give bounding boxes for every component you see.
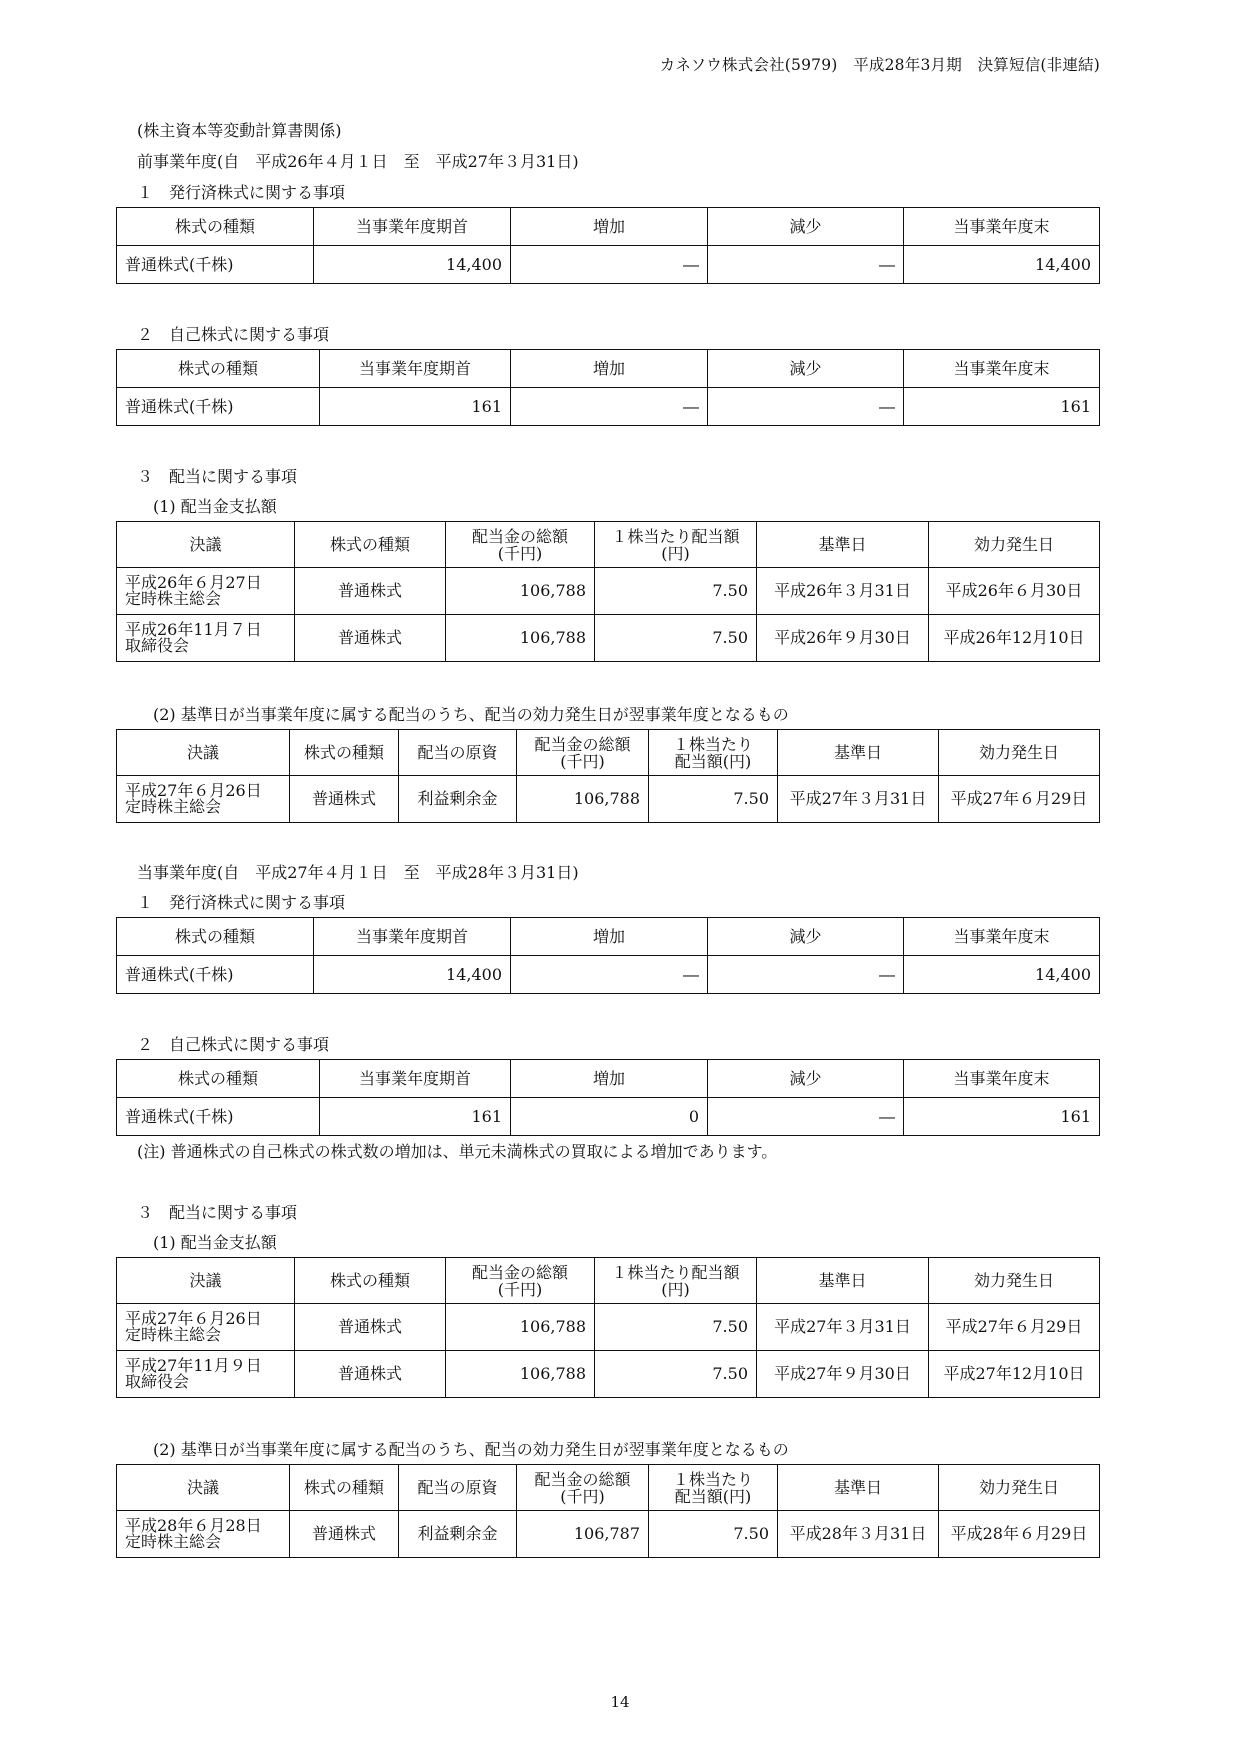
header-cell: 配当金の総額 (千円) [446, 522, 595, 568]
prior-issued-table [116, 207, 1100, 284]
header-cell: 減少 [708, 1060, 904, 1098]
cell-record-date: 平成27年９月30日 [757, 1351, 929, 1398]
cell-source: 利益剰余金 [399, 776, 517, 823]
cell-record-date: 平成26年９月30日 [757, 615, 929, 662]
cell-resolution: 平成26年６月27日 定時株主総会 [117, 568, 295, 615]
header-cell: 株式の種類 [295, 522, 446, 568]
header-cell: 配当の原資 [399, 1465, 517, 1511]
header-cell: 決議 [117, 1465, 290, 1511]
header-cell: 基準日 [757, 1258, 929, 1304]
cell-effective-date: 平成27年12月10日 [929, 1351, 1100, 1398]
cell-closing: 161 [904, 1098, 1100, 1136]
header-cell: 配当の原資 [399, 730, 517, 776]
table-row [117, 388, 1100, 426]
cell-per-share: 7.50 [595, 568, 757, 615]
cell-source: 利益剰余金 [399, 1511, 517, 1558]
current-paid-table [116, 1257, 1100, 1398]
table-row [117, 776, 1100, 823]
header-cell: １株当たり配当額 (円) [595, 522, 757, 568]
header-cell: 効力発生日 [929, 522, 1100, 568]
cell-stock-type: 普通株式(千株) [117, 246, 314, 284]
cell-stock-type: 普通株式 [295, 1304, 446, 1351]
header-cell: 当事業年度期首 [320, 1060, 511, 1098]
cell-stock-type: 普通株式 [290, 1511, 399, 1558]
header-cell: 株式の種類 [290, 730, 399, 776]
header-cell: 基準日 [778, 1465, 939, 1511]
prior-paid-table [116, 521, 1100, 662]
cell-increase: ― [511, 388, 708, 426]
header-cell: 増加 [511, 918, 708, 956]
header-cell: 減少 [708, 918, 904, 956]
current-issued-heading: １ 発行済株式に関する事項 [137, 893, 346, 912]
cell-stock-type: 普通株式 [295, 615, 446, 662]
current-paid-heading: (1) 配当金支払額 [153, 1233, 277, 1252]
prior-treasury-heading: ２ 自己株式に関する事項 [137, 325, 330, 344]
header-cell: 当事業年度期首 [314, 918, 511, 956]
header-cell: 当事業年度末 [904, 208, 1100, 246]
cell-opening: 14,400 [314, 956, 511, 994]
cell-effective-date: 平成27年６月29日 [939, 776, 1100, 823]
header-cell: 決議 [117, 730, 290, 776]
header-cell: 効力発生日 [939, 1465, 1100, 1511]
header-cell: 配当金の総額 (千円) [517, 1465, 649, 1511]
page-number: 14 [610, 1693, 630, 1711]
cell-opening: 14,400 [314, 246, 511, 284]
table-row [117, 568, 1100, 615]
cell-resolution: 平成27年６月26日 定時株主総会 [117, 1304, 295, 1351]
header-cell: 当事業年度末 [904, 918, 1100, 956]
cell-total-dividend: 106,788 [446, 1304, 595, 1351]
cell-record-date: 平成27年３月31日 [757, 1304, 929, 1351]
table-row [117, 1098, 1100, 1136]
prior-next-table [116, 729, 1100, 823]
cell-resolution: 平成28年６月28日 定時株主総会 [117, 1511, 290, 1558]
cell-stock-type: 普通株式 [290, 776, 399, 823]
header-cell: 当事業年度末 [904, 1060, 1100, 1098]
cell-decrease: ― [708, 956, 904, 994]
current-treasury-table [116, 1059, 1100, 1136]
header-cell: 決議 [117, 1258, 295, 1304]
cell-record-date: 平成26年３月31日 [757, 568, 929, 615]
header-cell: 配当金の総額 (千円) [446, 1258, 595, 1304]
header-cell: 増加 [511, 208, 708, 246]
table-row [117, 615, 1100, 662]
header-cell: 株式の種類 [117, 1060, 320, 1098]
table-row [117, 1511, 1100, 1558]
cell-increase: ― [511, 956, 708, 994]
header-cell: 株式の種類 [117, 918, 314, 956]
current-treasury-note: (注) 普通株式の自己株式の株式数の増加は、単元未満株式の買取による増加であります。 [137, 1142, 778, 1161]
header-cell: 効力発生日 [929, 1258, 1100, 1304]
current-next-heading: (2) 基準日が当事業年度に属する配当のうち、配当の効力発生日が翌事業年度となるもの [153, 1440, 789, 1459]
prior-treasury-table [116, 349, 1100, 426]
cell-per-share: 7.50 [649, 776, 778, 823]
section-title: (株主資本等変動計算書関係) [137, 121, 342, 140]
table-row [117, 956, 1100, 994]
cell-effective-date: 平成26年６月30日 [929, 568, 1100, 615]
cell-closing: 14,400 [904, 246, 1100, 284]
header-cell: 決議 [117, 522, 295, 568]
document-header: カネソウ株式会社(5979) 平成28年3月期 決算短信(非連結) [659, 56, 1100, 74]
prior-dividends-heading: ３ 配当に関する事項 [137, 467, 298, 486]
header-cell: 増加 [511, 350, 708, 388]
cell-effective-date: 平成27年６月29日 [929, 1304, 1100, 1351]
current-next-table [116, 1464, 1100, 1558]
cell-total-dividend: 106,788 [446, 568, 595, 615]
cell-stock-type: 普通株式(千株) [117, 1098, 320, 1136]
cell-decrease: ― [708, 388, 904, 426]
cell-record-date: 平成27年３月31日 [778, 776, 939, 823]
header-cell: 株式の種類 [117, 350, 320, 388]
header-cell: 当事業年度期首 [320, 350, 511, 388]
cell-closing: 14,400 [904, 956, 1100, 994]
header-cell: １株当たり配当額 (円) [595, 1258, 757, 1304]
header-cell: １株当たり 配当額(円) [649, 730, 778, 776]
current-dividends-heading: ３ 配当に関する事項 [137, 1203, 298, 1222]
current-issued-table [116, 917, 1100, 994]
cell-increase: ― [511, 246, 708, 284]
table-row [117, 1351, 1100, 1398]
header-cell: 基準日 [778, 730, 939, 776]
cell-increase: 0 [511, 1098, 708, 1136]
prior-issued-heading: １ 発行済株式に関する事項 [137, 183, 346, 202]
cell-opening: 161 [320, 1098, 511, 1136]
header-cell: 配当金の総額 (千円) [517, 730, 649, 776]
cell-total-dividend: 106,788 [517, 776, 649, 823]
table-row [117, 246, 1100, 284]
header-cell: １株当たり 配当額(円) [649, 1465, 778, 1511]
cell-total-dividend: 106,787 [517, 1511, 649, 1558]
header-cell: 当事業年度期首 [314, 208, 511, 246]
header-cell: 当事業年度末 [904, 350, 1100, 388]
cell-per-share: 7.50 [595, 1351, 757, 1398]
cell-resolution: 平成27年11月９日 取締役会 [117, 1351, 295, 1398]
header-cell: 株式の種類 [290, 1465, 399, 1511]
cell-decrease: ― [708, 1098, 904, 1136]
prior-paid-heading: (1) 配当金支払額 [153, 497, 277, 516]
cell-stock-type: 普通株式 [295, 568, 446, 615]
cell-record-date: 平成28年３月31日 [778, 1511, 939, 1558]
cell-stock-type: 普通株式(千株) [117, 388, 320, 426]
cell-effective-date: 平成28年６月29日 [939, 1511, 1100, 1558]
cell-per-share: 7.50 [595, 1304, 757, 1351]
header-cell: 効力発生日 [939, 730, 1100, 776]
cell-per-share: 7.50 [595, 615, 757, 662]
prior-period-title: 前事業年度(自 平成26年４月１日 至 平成27年３月31日) [137, 152, 579, 171]
header-cell: 株式の種類 [295, 1258, 446, 1304]
cell-opening: 161 [320, 388, 511, 426]
cell-stock-type: 普通株式(千株) [117, 956, 314, 994]
header-cell: 減少 [708, 208, 904, 246]
cell-resolution: 平成27年６月26日 定時株主総会 [117, 776, 290, 823]
header-cell: 株式の種類 [117, 208, 314, 246]
cell-closing: 161 [904, 388, 1100, 426]
prior-next-heading: (2) 基準日が当事業年度に属する配当のうち、配当の効力発生日が翌事業年度となるもの [153, 705, 789, 724]
cell-total-dividend: 106,788 [446, 615, 595, 662]
cell-decrease: ― [708, 246, 904, 284]
header-cell: 増加 [511, 1060, 708, 1098]
table-row [117, 1304, 1100, 1351]
cell-stock-type: 普通株式 [295, 1351, 446, 1398]
cell-resolution: 平成26年11月７日 取締役会 [117, 615, 295, 662]
cell-effective-date: 平成26年12月10日 [929, 615, 1100, 662]
header-cell: 減少 [708, 350, 904, 388]
current-period-title: 当事業年度(自 平成27年４月１日 至 平成28年３月31日) [137, 863, 579, 882]
cell-per-share: 7.50 [649, 1511, 778, 1558]
header-cell: 基準日 [757, 522, 929, 568]
current-treasury-heading: ２ 自己株式に関する事項 [137, 1035, 330, 1054]
cell-total-dividend: 106,788 [446, 1351, 595, 1398]
